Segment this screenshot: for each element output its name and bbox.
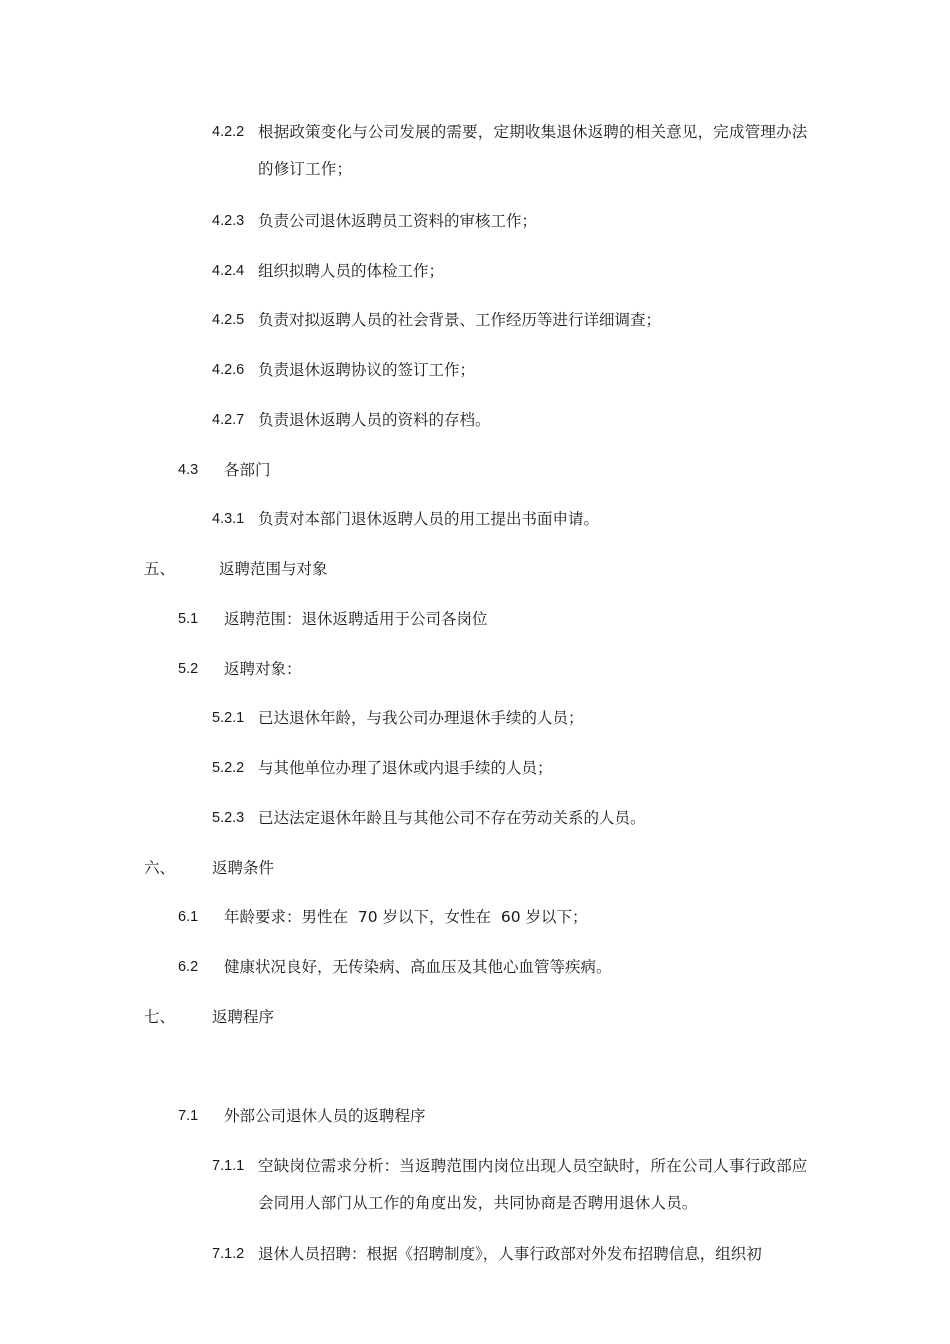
item-number: 七、 xyxy=(144,1008,176,1026)
item-number: 4.2.6 xyxy=(212,362,245,378)
item-text: 返聘对象： xyxy=(224,660,302,678)
item-text: 负责公司退休返聘员工资料的审核工作； xyxy=(258,212,538,230)
item-text: 与其他单位办理了退休或内退手续的人员； xyxy=(258,759,553,777)
item-text: 负责对本部门退休返聘人员的用工提出书面申请。 xyxy=(258,510,600,528)
item-text: 返聘条件 xyxy=(212,859,275,877)
item-number: 六、 xyxy=(144,859,176,877)
item-number: 4.2.4 xyxy=(212,263,245,279)
item-number: 6.1 xyxy=(178,909,199,925)
item-text: 已达法定退休年龄且与其他公司不存在劳动关系的人员。 xyxy=(258,809,646,827)
item-number: 6.2 xyxy=(178,959,199,975)
item-number: 4.2.7 xyxy=(212,412,245,428)
item-text: 外部公司退休人员的返聘程序 xyxy=(224,1107,426,1125)
item-number: 4.2.5 xyxy=(212,312,245,328)
item-text: 负责对拟返聘人员的社会背景、工作经历等进行详细调查； xyxy=(258,311,662,329)
item-number: 7.1.2 xyxy=(212,1246,245,1262)
item-text: 退休人员招聘：根据《招聘制度》，人事行政部对外发布招聘信息，组织初 xyxy=(258,1245,762,1263)
item-number: 4.2.2 xyxy=(212,124,245,140)
item-text: 已达退休年龄，与我公司办理退休手续的人员； xyxy=(258,709,584,727)
item-number: 5.2 xyxy=(178,661,199,677)
item-number: 4.3.1 xyxy=(212,511,245,527)
item-text: 返聘范围：退休返聘适用于公司各岗位 xyxy=(224,610,488,628)
item-number: 7.1.1 xyxy=(212,1158,245,1174)
item-number: 五、 xyxy=(144,560,176,578)
item-number: 5.2.3 xyxy=(212,810,245,826)
item-text: 负责退休返聘人员的资料的存档。 xyxy=(258,411,491,429)
item-number: 7.1 xyxy=(178,1108,199,1124)
item-text: 返聘程序 xyxy=(212,1008,275,1026)
item-text: 各部门 xyxy=(224,461,271,479)
item-number: 4.3 xyxy=(178,462,199,478)
item-text: 健康状况良好，无传染病、高血压及其他心血管等疾病。 xyxy=(224,958,612,976)
item-number: 5.2.2 xyxy=(212,760,245,776)
item-number: 4.2.3 xyxy=(212,213,245,229)
item-text: 组织拟聘人员的体检工作； xyxy=(258,262,445,280)
item-number: 5.1 xyxy=(178,611,199,627)
item-text: 负责退休返聘协议的签订工作； xyxy=(258,361,476,379)
item-number: 5.2.1 xyxy=(212,710,245,726)
item-text: 空缺岗位需求分析：当返聘范围内岗位出现人员空缺时，所在公司人事行政部应会同用人部门从工作的角度出发，共同协商是否聘用退休人员。 xyxy=(258,1157,808,1212)
item-text: 根据政策变化与公司发展的需要，定期收集退休返聘的相关意见，完成管理办法的修订工作； xyxy=(258,123,808,178)
item-text: 年龄要求：男性在 70 岁以下，女性在 60 岁以下； xyxy=(224,908,588,926)
item-text: 返聘范围与对象 xyxy=(219,560,328,578)
